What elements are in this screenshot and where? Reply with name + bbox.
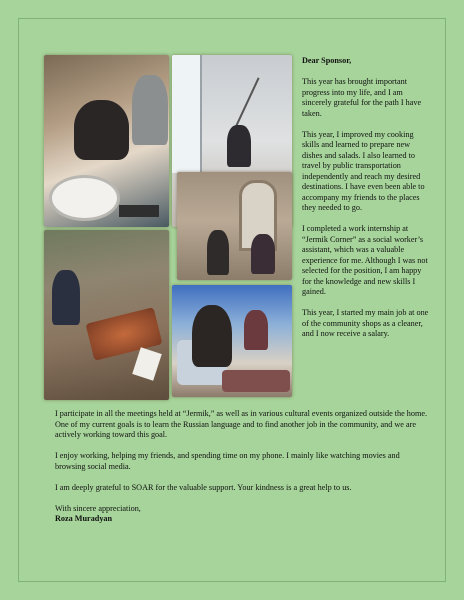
paragraph-meetings-goals: I participate in all the meetings held at “Jermik,” as well as in various cultural events organized outside the home. One of my current goals is to learn the Russian language and to find another job in the community, and we are actively working toward this goal.: [55, 409, 428, 439]
letter-right-column: [302, 56, 432, 350]
photo-table-activity: [172, 285, 292, 397]
paragraph-hobbies: I enjoy working, helping my friends, and spending time on my phone. I mainly like watching movies and browsing social media.: [55, 451, 400, 471]
photo-collage: [44, 55, 294, 400]
letter-bottom-section: [55, 409, 430, 525]
photo-kitchen-cooking: [44, 55, 169, 227]
paragraph-job: This year, I started my main job at one of the community shops as a cleaner, and I now receive a salary.: [302, 308, 429, 338]
paragraph-progress: This year has brought important progress into my life, and I am sincerely grateful for the path I have taken.: [302, 77, 422, 118]
paragraph-cooking-travel: This year, I improved my cooking skills and learned to prepare new dishes and salads. I also learned to travel by public transportation independently and reach my desired destinations. I have even been able to accompany my friends to the places they needed to go.: [302, 129, 425, 212]
closing: With sincere appreciation,: [55, 503, 141, 513]
photo-barbecue: [44, 230, 169, 400]
paragraph-gratitude: I am deeply grateful to SOAR for the valuable support. Your kindness is a great help to us.: [55, 482, 352, 492]
paragraph-internship: I completed a work internship at “Jermik Corner” as a social worker’s assistant, which was a valuable experience for me. Although I was not selected for the position, I am happy for the knowledge and new skills I gained.: [302, 224, 428, 296]
photo-arch-outing: [177, 172, 292, 280]
salutation: Dear Sponsor,: [302, 56, 352, 65]
signature-name: Roza Muradyan: [55, 514, 113, 523]
